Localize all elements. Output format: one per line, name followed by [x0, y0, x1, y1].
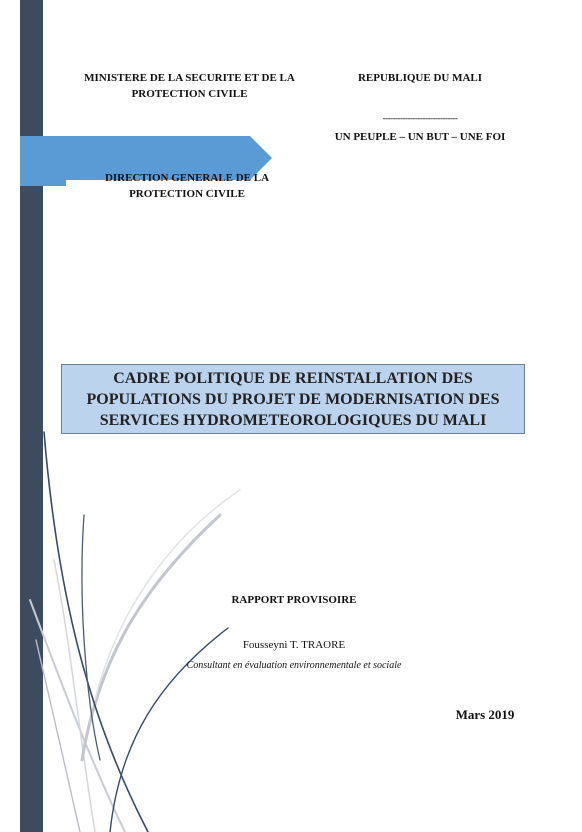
curve-dark-1	[44, 432, 148, 832]
author-role: Consultant en évaluation environnementale et sociale	[186, 660, 402, 671]
decorative-curves	[30, 432, 240, 832]
report-date: Mars 2019	[455, 707, 515, 722]
report-status: RAPPORT PROVISOIRE	[231, 594, 357, 606]
left-sidebar-bar	[20, 0, 43, 832]
header-separator: ------------------------------	[382, 113, 458, 123]
document-title-box	[61, 364, 525, 434]
national-motto: UN PEUPLE – UN BUT – UNE FOI	[334, 131, 506, 143]
author-name: Fousseyni T. TRAORE	[242, 639, 346, 651]
country-name: REPUBLIQUE DU MALI	[357, 72, 483, 84]
direction-name: DIRECTION GENERALE DE LA PROTECTION CIVILE	[104, 172, 270, 200]
document-title: CADRE POLITIQUE DE REINSTALLATION DES POPULATIONS DU PROJET DE MODERNISATION DES SERVICES HYDROMETEOROLOGIQUES DU MALI	[86, 369, 500, 429]
ministry-name: MINISTERE DE LA SECURITE ET DE LA PROTECTION CIVILE	[84, 72, 295, 100]
